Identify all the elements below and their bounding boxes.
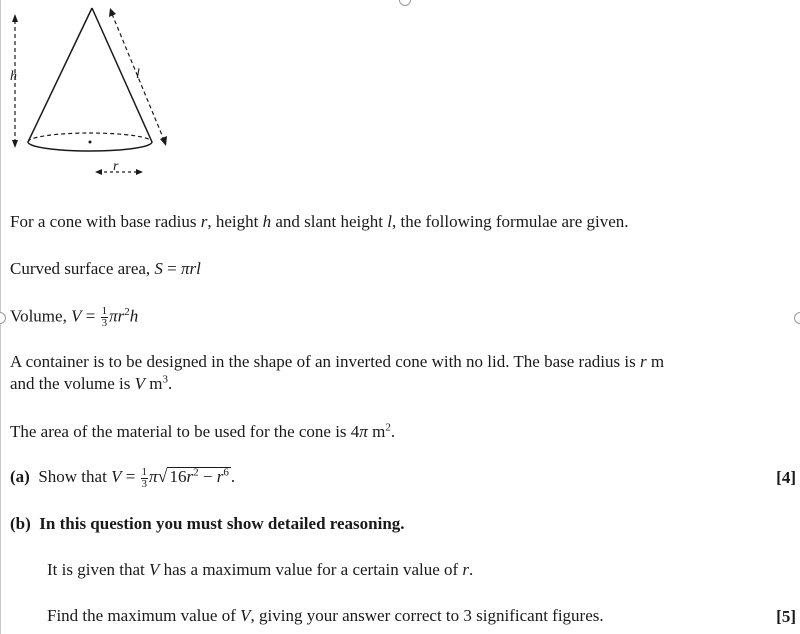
radical-sign: √ — [157, 466, 168, 486]
cone-diagram — [0, 0, 180, 185]
material-area-text: The area of the material to be used for the cone is 4π $m^2$. — [10, 421, 396, 441]
height-arrowhead-bottom — [12, 140, 18, 148]
cone-base-centre — [89, 141, 92, 144]
label-l: l — [136, 67, 140, 82]
surface-area-formula: Curved surface area, S = πrl — [10, 259, 201, 278]
part-b-label: (b) — [10, 514, 31, 533]
resize-handle-top[interactable] — [399, 0, 411, 6]
part-b-line1: It is given that V has a maximum value for a certain value of r. — [47, 560, 474, 579]
container-text-line2: and the volume is V $m^3$. — [10, 373, 173, 393]
part-a-label: (a) — [10, 467, 30, 486]
container-text-line1: A container is to be designed in the shape of an inverted cone with no lid. The base radius is r m — [10, 352, 665, 371]
part-b-marks: [5] — [776, 607, 796, 626]
fraction-one-third: $\frac{1}{3}$ — [141, 465, 148, 490]
slant-arrowhead-bottom — [160, 136, 167, 146]
fraction-one-third: $\frac{1}{3}$ — [101, 305, 108, 329]
radicand: $16r^2 - r^6$ — [169, 466, 229, 486]
resize-handle-right[interactable] — [794, 312, 800, 324]
part-b-line2: Find the maximum value of V, giving your answer correct to 3 significant figures. — [47, 606, 604, 625]
intro-text: For a cone with base radius r, height h and slant height l, the following formulae are given. — [10, 212, 629, 231]
height-arrowhead-top — [12, 14, 18, 22]
radius-arrowhead-left — [95, 169, 102, 175]
cone-side-left — [28, 8, 92, 142]
part-a: (a) Show that V = $\frac{1}{3}$ π√ $16r^2 - r^6$ . — [10, 465, 236, 490]
part-b-heading: (b) In this question you must show detailed reasoning. — [10, 514, 405, 533]
part-a-marks: [4] — [776, 468, 796, 487]
label-r: r — [113, 159, 119, 174]
label-h: h — [10, 69, 17, 84]
volume-formula: Volume, V = $\frac{1}{3}$ $\pi r^2h$ — [10, 305, 139, 329]
radius-arrowhead-right — [136, 169, 143, 175]
cone-side-right — [92, 8, 152, 142]
resize-handle-left[interactable] — [0, 312, 6, 324]
